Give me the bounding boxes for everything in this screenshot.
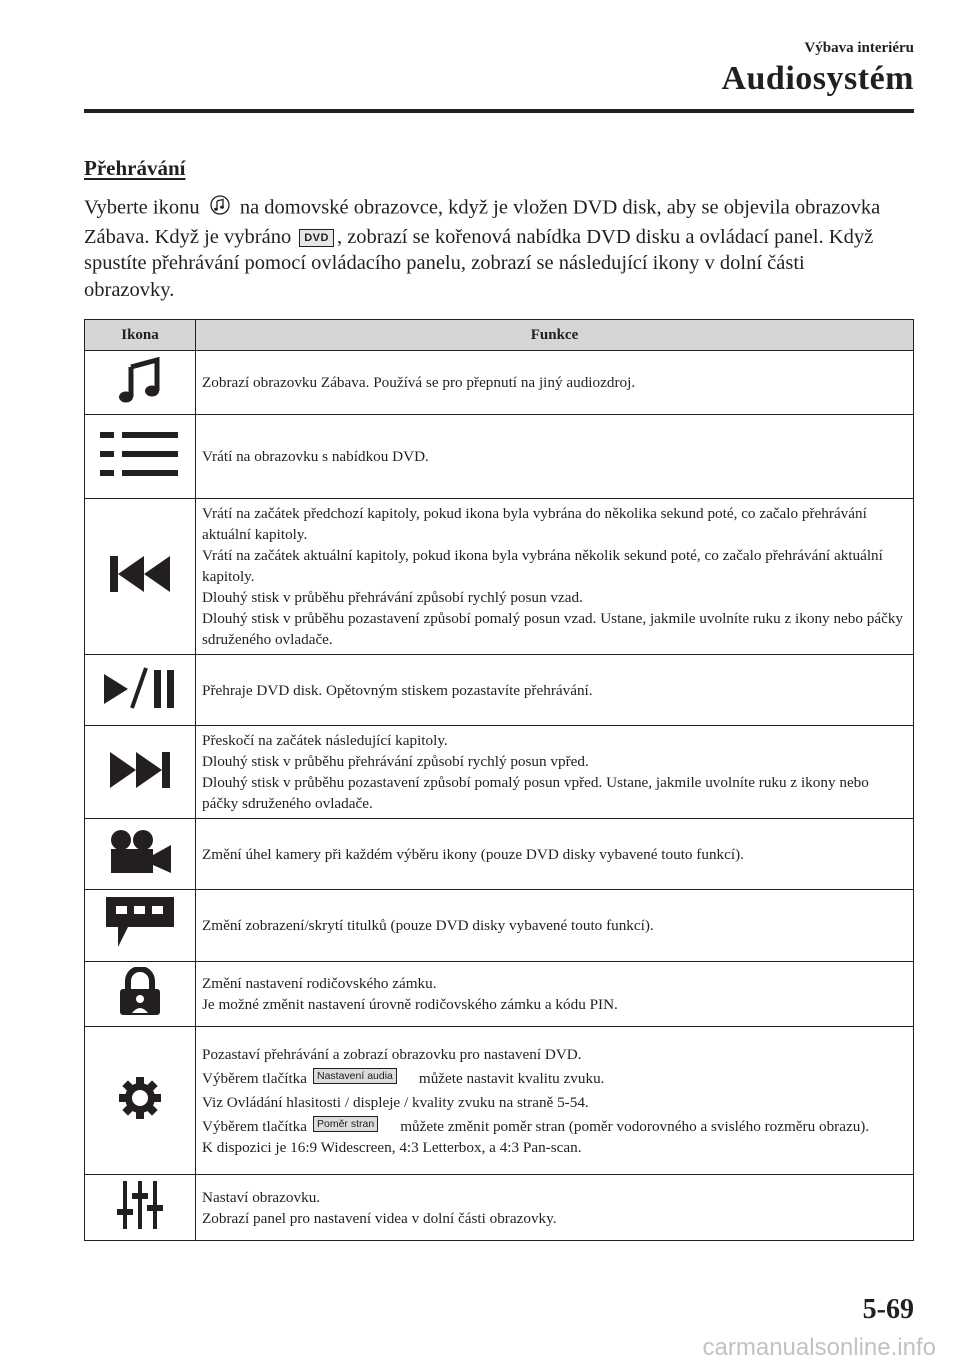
icon-cell <box>85 726 196 819</box>
function-text: Je možné změnit nastavení úrovně rodičovského zámku a kódu PIN. <box>202 996 618 1013</box>
function-text: Vrátí na začátek aktuální kapitoly, pokud ikona byla vybrána několik sekund poté, co začalo přehrávání aktuální kapitoly. <box>202 547 883 585</box>
table-row <box>85 1027 914 1175</box>
function-text <box>202 1068 907 1089</box>
icon-cell <box>85 655 196 726</box>
function-text: Přeskočí na začátek následující kapitoly. <box>202 732 448 749</box>
dvd-badge: DVD <box>299 229 334 247</box>
table-row <box>85 499 914 655</box>
function-cell <box>196 1175 914 1241</box>
function-cell <box>196 415 914 499</box>
function-text-part: můžete nastavit kvalitu zvuku. <box>418 1069 605 1087</box>
function-text-part: Výběrem tlačítka <box>202 1117 307 1135</box>
function-cell <box>196 499 914 655</box>
table-row <box>85 655 914 726</box>
video-adjust-icon <box>117 1216 163 1233</box>
icon-cell <box>85 499 196 655</box>
gear-icon <box>119 1106 161 1123</box>
function-text: Nastaví obrazovku. <box>202 1188 321 1206</box>
music-note-icon <box>117 392 163 409</box>
table-row <box>85 890 914 962</box>
function-text: Pozastaví přehrávání a zobrazí obrazovku pro nastavení DVD. <box>202 1045 582 1063</box>
audio-settings-button-badge: Nastavení audia <box>313 1068 397 1084</box>
header-section-label: Výbava interiéru <box>804 40 914 56</box>
function-text: Vrátí na obrazovku s nabídkou DVD. <box>202 448 429 465</box>
function-cell <box>196 351 914 415</box>
function-cell <box>196 890 914 962</box>
table-row <box>85 819 914 890</box>
section-heading: Přehrávání <box>84 156 186 180</box>
function-cell <box>196 655 914 726</box>
intro-paragraph <box>84 194 884 303</box>
function-text <box>202 1116 907 1137</box>
music-note-icon <box>205 194 235 224</box>
intro-text-2: na domovské obrazovce, když je vložen DVD disk, aby se objevila obrazovka Zábava. Když je vybráno <box>84 196 881 248</box>
header-function: Funkce <box>196 320 914 351</box>
function-text: Změní úhel kamery při každém výběru ikony (pouze DVD disky vybavené touto funkcí). <box>202 845 744 863</box>
function-text: Přehraje DVD disk. Opětovným stiskem pozastavíte přehrávání. <box>202 681 593 699</box>
icon-cell <box>85 962 196 1027</box>
function-text: Vrátí na začátek předchozí kapitoly, pokud ikona byla vybrána do několika sekund poté, co začalo přehrávání aktuální kapitoly. <box>202 505 867 543</box>
intro-text-3: , zobrazí se kořenová nabídka DVD disku a ovládací panel. Když spustíte přehrávání pomocí ovládacího panelu, zobrazí se následující ikony v dolní části obrazovky. <box>84 225 874 301</box>
subtitle-icon <box>106 936 174 953</box>
function-text-part: Výběrem tlačítka <box>202 1069 307 1087</box>
function-text: Dlouhý stisk v průběhu přehrávání způsobí rychlý posun vzad. <box>202 589 583 606</box>
page-number: 5-69 <box>862 1294 914 1325</box>
page-title: Audiosystém <box>721 60 914 97</box>
icon-cell <box>85 415 196 499</box>
icon-cell <box>85 1175 196 1241</box>
function-text: Dlouhý stisk v průběhu přehrávání způsobí rychlý posun vpřed. <box>202 753 589 770</box>
watermark: carmanualsonline.info <box>702 1334 936 1361</box>
function-text: Zobrazí obrazovku Zábava. Používá se pro přepnutí na jiný audiozdroj. <box>202 374 636 391</box>
play-pause-icon <box>104 697 176 714</box>
header-icon: Ikona <box>85 320 196 351</box>
skip-back-icon <box>110 579 170 596</box>
icon-cell <box>85 1027 196 1175</box>
lock-icon <box>118 1004 162 1021</box>
skip-forward-icon <box>110 775 170 792</box>
camera-angle-icon <box>107 862 173 879</box>
table-row <box>85 351 914 415</box>
table-header-row <box>85 320 914 351</box>
icon-cell <box>85 890 196 962</box>
function-cell <box>196 726 914 819</box>
table-row <box>85 962 914 1027</box>
function-cell <box>196 819 914 890</box>
function-text: Dlouhý stisk v průběhu pozastavení způsobí pomalý posun vpřed. Ustane, jakmile uvolníte ruku z ikony nebo páčky sdruženého ovladače. <box>202 774 869 812</box>
table-row <box>85 726 914 819</box>
function-text: Zobrazí panel pro nastavení videa v dolní části obrazovky. <box>202 1209 557 1227</box>
function-text: Změní nastavení rodičovského zámku. <box>202 975 437 992</box>
function-cell <box>196 1027 914 1175</box>
list-menu-icon <box>100 464 180 481</box>
table-row <box>85 415 914 499</box>
function-text: Změní zobrazení/skrytí titulků (pouze DVD disky vybavené touto funkcí). <box>202 917 654 934</box>
function-text: K dispozici je 16:9 Widescreen, 4:3 Letterbox, a 4:3 Pan-scan. <box>202 1138 582 1156</box>
icon-cell <box>85 351 196 415</box>
header-divider <box>84 109 914 113</box>
intro-text-1: Vyberte ikonu <box>84 196 200 219</box>
function-text: Dlouhý stisk v průběhu pozastavení způsobí pomalý posun vzad. Ustane, jakmile uvolníte ruku z ikony nebo páčky sdruženého ovladače. <box>202 610 904 648</box>
function-cell <box>196 962 914 1027</box>
function-text-part: můžete změnit poměr stran (poměr vodorovného a svislého rozměru obrazu). <box>400 1117 870 1135</box>
icon-cell <box>85 819 196 890</box>
aspect-ratio-button-badge: Poměr stran <box>313 1116 378 1132</box>
function-text: Viz Ovládání hlasitosti / displeje / kvality zvuku na straně 5-54. <box>202 1093 589 1111</box>
icon-function-table <box>84 319 914 1241</box>
table-row <box>85 1175 914 1241</box>
